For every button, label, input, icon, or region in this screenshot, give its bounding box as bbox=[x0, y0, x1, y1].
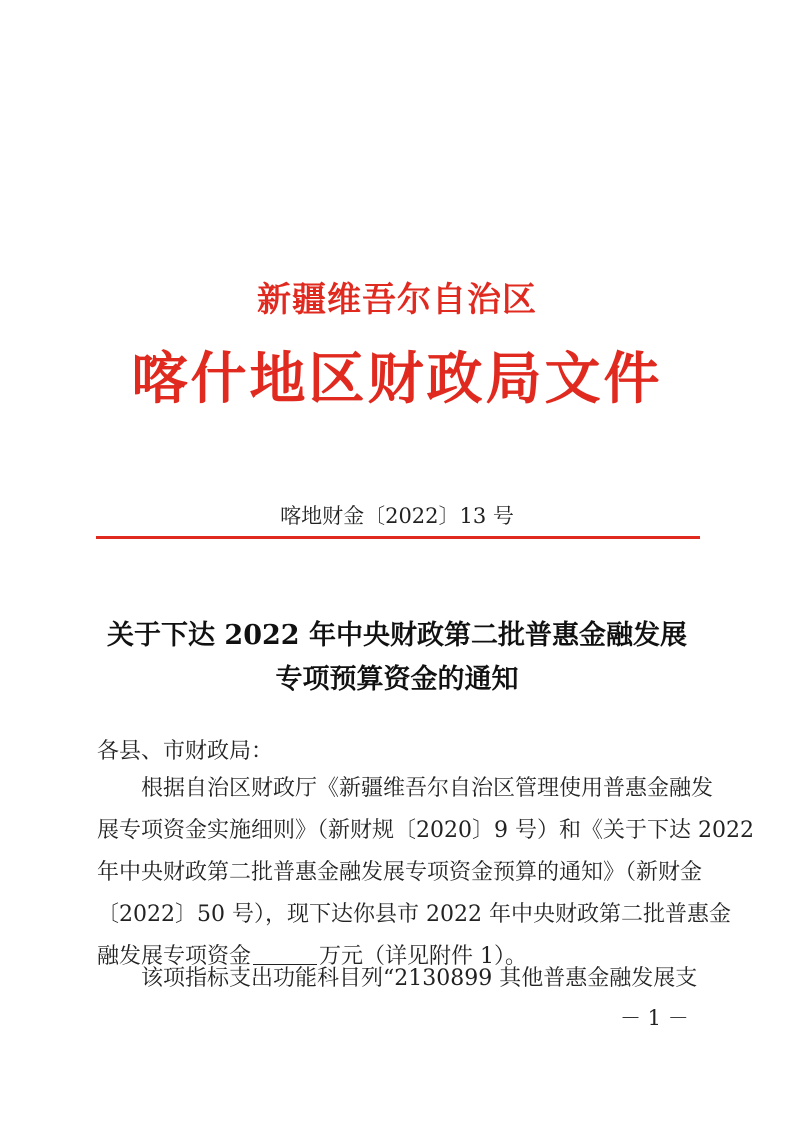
letterhead-region: 新疆维吾尔自治区 bbox=[257, 280, 537, 320]
red-divider-line bbox=[96, 536, 700, 539]
document-title bbox=[90, 614, 704, 702]
paragraph-1 bbox=[97, 768, 754, 978]
paragraph-1-line-3: 年中央财政第二批普惠金融发展专项资金预算的通知》（新财金 bbox=[97, 860, 703, 885]
document-number: 喀地财金〔2022〕13 号 bbox=[280, 504, 514, 528]
paragraph-1-line-4: 〔2022〕50 号），现下达你县市 2022 年中央财政第二批普惠金 bbox=[97, 902, 731, 927]
paragraph-2 bbox=[97, 958, 698, 1000]
page-number: － 1 － bbox=[620, 1006, 689, 1030]
paragraph-1-line-1: 根据自治区财政厅《新疆维吾尔自治区管理使用普惠金融发 bbox=[141, 776, 714, 801]
letterhead-office: 喀什地区财政局文件 bbox=[131, 347, 663, 412]
paragraph-1-line-5: 融发展专项资金 万元（详见附件 1）。 bbox=[97, 944, 528, 969]
paragraph-2-line-1: 该项指标支出功能科目列“2130899 其他普惠金融发展支 bbox=[141, 966, 698, 991]
paragraph-1-line-2: 展专项资金实施细则》（新财规〔2020〕9 号）和《关于下达 2022 bbox=[97, 818, 754, 843]
title-line-2: 专项预算资金的通知 bbox=[275, 664, 519, 695]
title-line-1: 关于下达 2022 年中央财政第二批普惠金融发展 bbox=[107, 620, 687, 651]
salutation: 各县、市财政局： bbox=[97, 739, 274, 764]
